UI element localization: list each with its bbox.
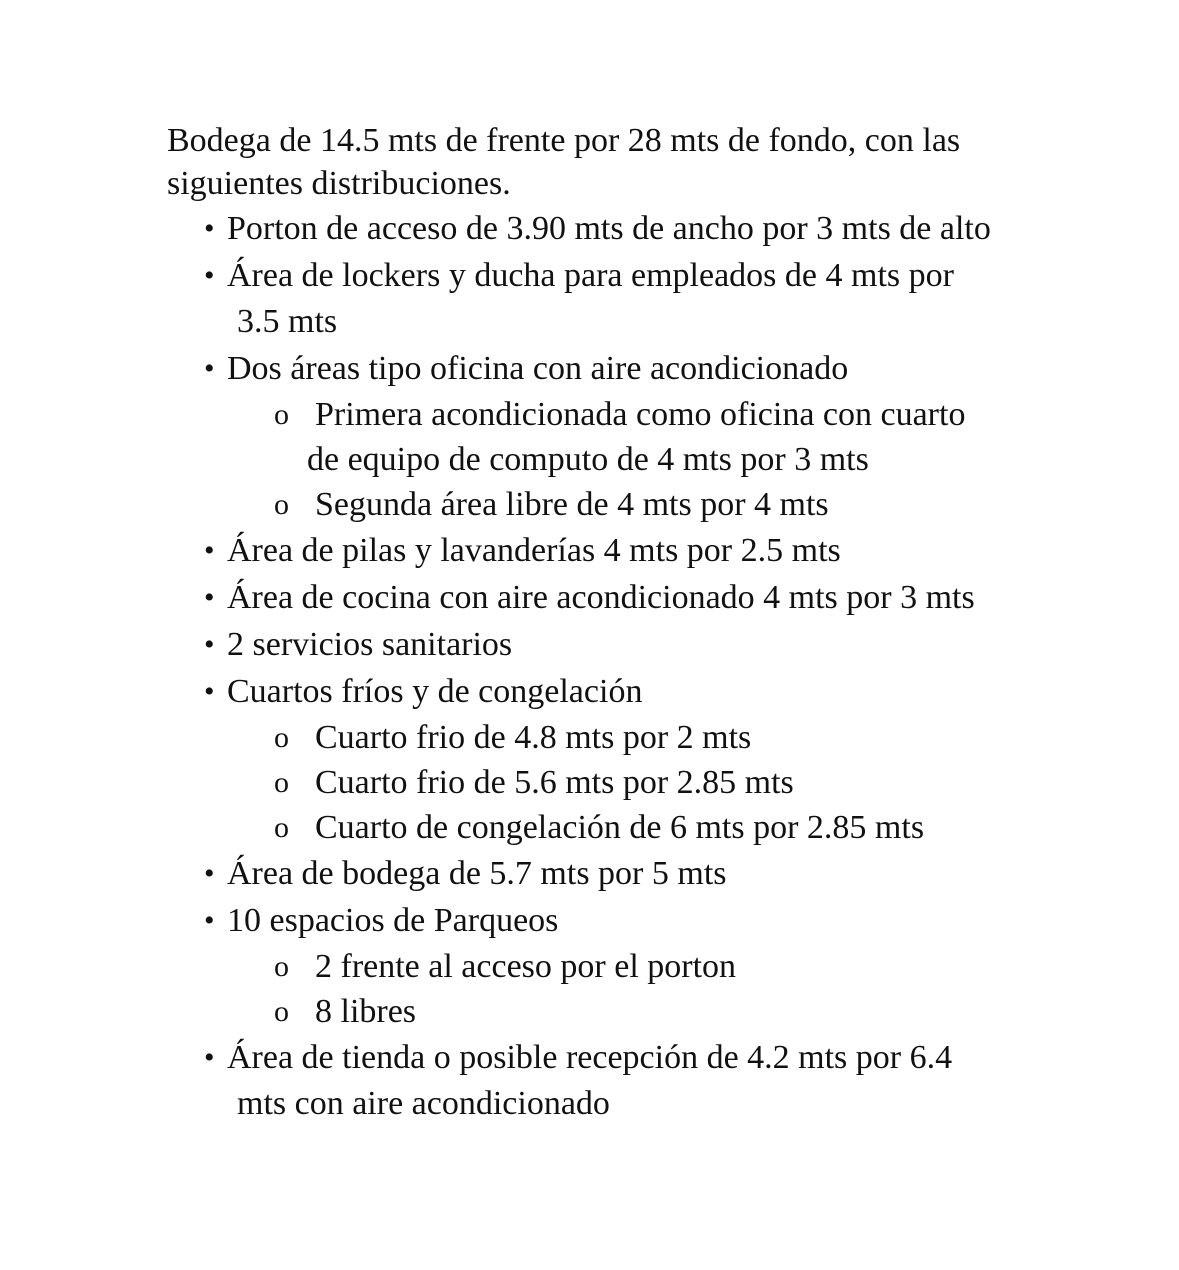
list-item-bodega (167, 851, 1047, 897)
sub-item-text: Cuarto frio de 5.6 mts por 2.85 mts (315, 764, 794, 801)
list-item-text: Área de cocina con aire acondicionado 4 mts por 3 mts (227, 579, 975, 616)
circle-bullet-icon: o (274, 811, 289, 844)
bullet-icon: • (204, 857, 215, 890)
circle-bullet-icon: o (274, 950, 289, 983)
sub-item-cuarto-congelacion (167, 805, 1047, 850)
list-item-text: 2 servicios sanitarios (227, 626, 513, 663)
list-item-porton (167, 206, 1047, 252)
bullet-icon: • (204, 212, 215, 245)
sub-item-text: Primera acondicionada como oficina con cuarto (315, 396, 966, 433)
list-item-text-continued: 3.5 mts (237, 303, 338, 340)
list-item-tienda (167, 1035, 997, 1127)
circle-bullet-icon: o (274, 488, 289, 521)
bullet-icon: • (204, 675, 215, 708)
sub-item-parqueo-porton (167, 944, 1047, 989)
list-item-text: Área de lockers y ducha para empleados de 4 mts por (227, 257, 954, 294)
intro-paragraph (167, 119, 1007, 205)
sub-item-parqueo-libres (167, 989, 1047, 1034)
intro-line-1: Bodega de 14.5 mts de frente por 28 mts de fondo, con las (167, 122, 961, 159)
intro-line-2: siguientes distribuciones. (167, 165, 511, 202)
sub-item-text-continued: de equipo de computo de 4 mts por 3 mts (307, 441, 869, 478)
bullet-icon: • (204, 259, 215, 292)
sub-item-text: Cuarto de congelación de 6 mts por 2.85 mts (315, 809, 925, 846)
list-item-text: Porton de acceso de 3.90 mts de ancho por 3 mts de alto (227, 210, 991, 247)
document-body (167, 119, 1047, 1127)
bullet-icon: • (204, 352, 215, 385)
list-item-cuartos-frios (167, 669, 1047, 715)
circle-bullet-icon: o (274, 721, 289, 754)
list-item-lockers (167, 253, 997, 345)
list-item-text: Dos áreas tipo oficina con aire acondicionado (227, 350, 849, 387)
list-item-oficinas (167, 346, 1047, 392)
bullet-icon: • (204, 581, 215, 614)
list-item-text: 10 espacios de Parqueos (227, 902, 559, 939)
list-item-text: Área de tienda o posible recepción de 4.2 mts por 6.4 (227, 1039, 953, 1076)
bullet-icon: • (204, 1041, 215, 1074)
bullet-icon: • (204, 534, 215, 567)
sub-item-text: Segunda área libre de 4 mts por 4 mts (315, 486, 829, 523)
list-item-pilas (167, 528, 1047, 574)
list-item-text: Área de bodega de 5.7 mts por 5 mts (227, 855, 727, 892)
list-item-parqueos (167, 898, 1047, 944)
sub-item-cuarto-frio-1 (167, 715, 1047, 760)
list-item-cocina (167, 575, 1047, 621)
bullet-icon: • (204, 628, 215, 661)
list-item-text-continued: mts con aire acondicionado (237, 1085, 610, 1122)
bullet-icon: • (204, 904, 215, 937)
sub-item-segunda-area (167, 482, 1047, 527)
list-item-sanitarios (167, 622, 1047, 668)
circle-bullet-icon: o (274, 995, 289, 1028)
circle-bullet-icon: o (274, 766, 289, 799)
sub-item-cuarto-frio-2 (167, 760, 1047, 805)
sub-item-text: 8 libres (315, 993, 417, 1030)
list-item-text: Cuartos fríos y de congelación (227, 673, 643, 710)
sub-item-primera-oficina (167, 392, 1035, 482)
sub-item-text: Cuarto frio de 4.8 mts por 2 mts (315, 719, 752, 756)
list-item-text: Área de pilas y lavanderías 4 mts por 2.5 mts (227, 532, 841, 569)
sub-item-text: 2 frente al acceso por el porton (315, 948, 737, 985)
circle-bullet-icon: o (274, 398, 289, 431)
